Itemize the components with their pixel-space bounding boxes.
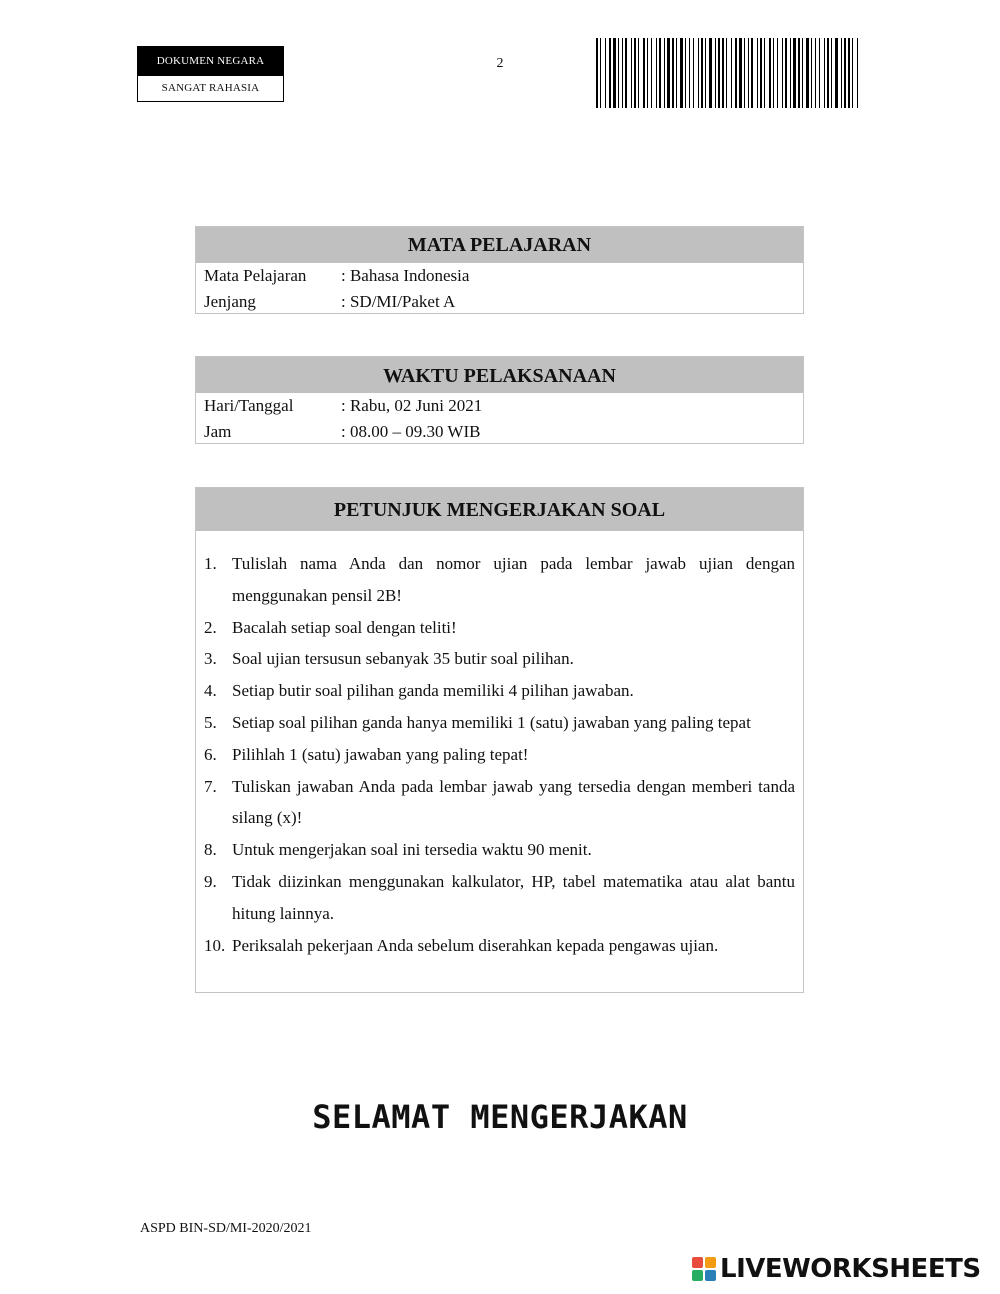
info-row-jam bbox=[196, 419, 803, 445]
item-number: 5. bbox=[204, 712, 217, 732]
item-number: 4. bbox=[204, 681, 217, 701]
info-row-hari-tanggal bbox=[196, 393, 803, 419]
info-value: : Bahasa Indonesia bbox=[341, 266, 470, 285]
list-item bbox=[204, 834, 795, 866]
item-text: Soal ujian tersusun sebanyak 35 butir soal pilihan. bbox=[232, 649, 574, 669]
section-title: PETUNJUK MENGERJAKAN SOAL bbox=[196, 488, 803, 531]
info-value: : SD/MI/Paket A bbox=[341, 292, 456, 311]
item-text: Untuk mengerjakan soal ini tersedia waktu 90 menit. bbox=[232, 840, 592, 860]
item-number: 9. bbox=[204, 871, 217, 891]
list-item bbox=[204, 866, 795, 930]
list-item bbox=[204, 707, 795, 739]
item-number: 1. bbox=[204, 554, 217, 573]
classification-box bbox=[137, 46, 284, 102]
document-code: ASPD BIN-SD/MI-2020/2021 bbox=[140, 1221, 312, 1236]
list-item bbox=[204, 612, 795, 644]
section-title: MATA PELAJARAN bbox=[196, 227, 803, 263]
item-number: 3. bbox=[204, 649, 217, 669]
item-number: 10. bbox=[204, 935, 226, 955]
list-item bbox=[204, 739, 795, 771]
list-item bbox=[204, 930, 795, 962]
liveworksheets-logo-icon bbox=[692, 1257, 716, 1281]
item-text: Setiap soal pilihan ganda hanya memiliki 1 (satu) jawaban yang paling tepat bbox=[232, 712, 751, 732]
item-number: 7. bbox=[204, 776, 217, 796]
waktu-pelaksanaan-section bbox=[195, 356, 804, 444]
mata-pelajaran-section bbox=[195, 226, 804, 314]
brand-name: LIVEWORKSHEETS bbox=[720, 1254, 981, 1284]
liveworksheets-logo[interactable] bbox=[692, 1254, 981, 1284]
info-label: Jenjang bbox=[204, 292, 256, 311]
item-number: 8. bbox=[204, 840, 217, 860]
info-value: : 08.00 – 09.30 WIB bbox=[341, 422, 481, 441]
section-title: WAKTU PELAKSANAAN bbox=[196, 357, 803, 393]
list-item bbox=[204, 643, 795, 675]
instruction-list bbox=[196, 531, 803, 961]
info-row-jenjang bbox=[196, 289, 803, 315]
item-number: 6. bbox=[204, 744, 217, 764]
info-label: Jam bbox=[204, 422, 232, 441]
item-text: Tulislah nama Anda dan nomor ujian pada lembar jawab ujian dengan menggunakan pensil 2B! bbox=[232, 554, 795, 605]
barcode-icon bbox=[596, 38, 858, 108]
item-number: 2. bbox=[204, 617, 217, 637]
classification-bottom: SANGAT RAHASIA bbox=[161, 82, 260, 94]
petunjuk-section bbox=[195, 487, 804, 993]
page-number: 2 bbox=[496, 56, 504, 71]
list-item bbox=[204, 548, 795, 612]
item-text: Tuliskan jawaban Anda pada lembar jawab yang tersedia dengan memberi tanda silang (x)! bbox=[232, 776, 795, 828]
list-item bbox=[204, 771, 795, 835]
classification-top: DOKUMEN NEGARA bbox=[138, 47, 283, 76]
info-label: Hari/Tanggal bbox=[204, 396, 294, 415]
item-text: Bacalah setiap soal dengan teliti! bbox=[232, 617, 457, 637]
closing-message: SELAMAT MENGERJAKAN bbox=[312, 1098, 688, 1136]
item-text: Tidak diizinkan menggunakan kalkulator, HP, tabel matematika atau alat bantu hitung lainnya. bbox=[232, 871, 795, 923]
info-row-mata-pelajaran bbox=[196, 263, 803, 289]
info-value: : Rabu, 02 Juni 2021 bbox=[341, 396, 483, 415]
item-text: Pilihlah 1 (satu) jawaban yang paling tepat! bbox=[232, 744, 529, 764]
item-text: Periksalah pekerjaan Anda sebelum diserahkan kepada pengawas ujian. bbox=[232, 935, 719, 955]
list-item bbox=[204, 675, 795, 707]
info-label: Mata Pelajaran bbox=[204, 266, 307, 285]
item-text: Setiap butir soal pilihan ganda memiliki 4 pilihan jawaban. bbox=[232, 681, 634, 701]
